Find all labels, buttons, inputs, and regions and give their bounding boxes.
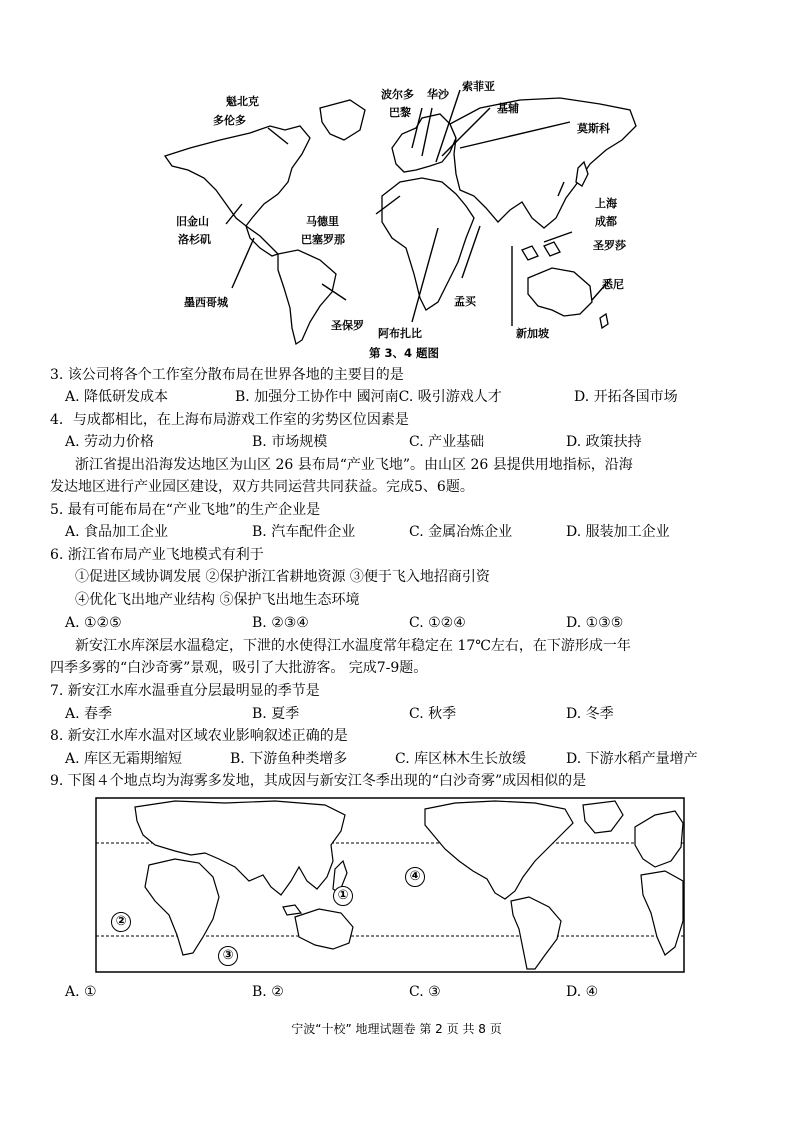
q5-option-b: B. 汽车配件企业 [252,524,356,540]
label-paris: 巴黎 [389,106,411,119]
q4-option-c: C. 产业基础 [409,434,485,450]
q9-option-c: C. ③ [409,984,441,1000]
page-footer: 宁波“十校” 地理试题卷 第 2 页 共 8 页 [291,1022,502,1036]
q3-option-b: B. 加强分工协作中 國河南C. 吸引游戏人才 [235,389,502,405]
q8-option-b: B. 下游鱼种类增多 [230,751,348,767]
q8-option-a: A. 库区无霜期缩短 [65,751,183,767]
intro-7-9-line2: 四季多雾的“白沙奇雾”景观，吸引了大批游客。 完成7-9题。 [50,660,428,676]
q6-stem: 6. 浙江省布局产业飞地模式有利于 [50,547,264,563]
q5-stem: 5. 最有可能布局在“产业飞地”的生产企业是 [50,502,321,518]
q4-stem: 4．与成都相比，在上海布局游戏工作室的劣势区位因素是 [50,412,409,428]
label-bordeaux: 波尔多 [381,88,414,101]
fog-marker-1: ① [333,886,353,906]
q6-statements-2: ④优化飞出地产业结构 ⑤保护飞出地生态环境 [75,592,360,608]
label-los-angeles: 洛杉矶 [178,233,211,246]
label-shanghai: 上海 [595,197,617,210]
label-mumbai: 孟买 [454,295,476,308]
q3-stem: 3. 该公司将各个工作室分散布局在世界各地的主要目的是 [50,367,404,383]
label-sydney: 悉尼 [602,278,624,291]
intro-7-9-line1: 新安江水库深层水温稳定，下泄的水使得江水温度常年稳定在 17℃左右，在下游形成一年 [75,638,631,654]
label-abu-dhabi: 阿布扎比 [378,327,422,340]
fog-locations-map [95,797,687,973]
label-moscow: 莫斯科 [577,122,610,135]
label-sofia: 索菲亚 [462,80,495,93]
fog-marker-3: ③ [218,946,238,966]
label-madrid: 马德里 [306,215,339,228]
q4-option-a: A. 劳动力价格 [65,434,155,450]
q4-option-d: D. 政策扶持 [566,434,642,450]
q8-option-d: D. 下游水稻产量增产 [566,751,698,767]
label-barcelona: 巴塞罗那 [301,233,345,246]
intro-5-6-line1: 浙江省提出沿海发达地区为山区 26 县布局“产业飞地”。由山区 26 县提供用地指标，沿海 [75,457,633,473]
intro-5-6-line2: 发达地区进行产业园区建设，双方共同运营共同获益。完成5、6题。 [50,479,474,495]
q5-option-c: C. 金属冶炼企业 [409,524,513,540]
label-singapore: 新加坡 [516,327,549,340]
label-quebec: 魁北克 [226,95,259,108]
label-toronto: 多伦多 [213,114,246,127]
q9-option-b: B. ② [252,984,284,1000]
fog-marker-4: ④ [405,867,425,887]
q3-option-d: D. 开拓各国市场 [574,389,678,405]
label-kyiv: 基辅 [497,102,519,115]
q6-option-b: B. ②③④ [252,615,309,631]
q6-option-a: A. ①②⑤ [65,615,122,631]
q7-option-a: A. 春季 [65,706,113,722]
label-santa-rosa: 圣罗莎 [593,239,626,252]
q7-stem: 7. 新安江水库水温垂直分层最明显的季节是 [50,683,320,699]
label-warsaw: 华沙 [427,88,449,101]
fog-marker-2: ② [111,912,131,932]
q6-option-d: D. ①③⑤ [566,615,624,631]
label-mexico-city: 墨西哥城 [184,296,228,309]
label-chengdu: 成都 [595,215,617,228]
label-san-francisco: 旧金山 [176,215,209,228]
q3-option-a: A. 降低研发成本 [65,389,169,405]
q9-stem: 9. 下图４个地点均为海雾多发地，其成因与新安江冬季出现的“白沙奇雾”成因相似的是 [50,773,587,789]
q6-option-c: C. ①②④ [409,615,466,631]
label-sao-paulo: 圣保罗 [331,319,364,332]
q5-option-d: D. 服装加工企业 [566,524,670,540]
q8-stem: 8. 新安江水库水温对区域农业影响叙述正确的是 [50,728,348,744]
q9-option-d: D. ④ [566,984,599,1000]
q4-option-b: B. 市场规模 [252,434,328,450]
q9-option-a: A. ① [65,984,97,1000]
q7-option-d: D. 冬季 [566,706,614,722]
q6-statements-1: ①促进区域协调发展 ②保护浙江省耕地资源 ③便于飞入地招商引资 [75,569,490,585]
q8-option-c: C. 库区林木生长放缓 [395,751,527,767]
map1-caption: 第 3、4 题图 [369,346,440,360]
q7-option-b: B. 夏季 [252,706,300,722]
q7-option-c: C. 秋季 [409,706,457,722]
q5-option-a: A. 食品加工企业 [65,524,169,540]
